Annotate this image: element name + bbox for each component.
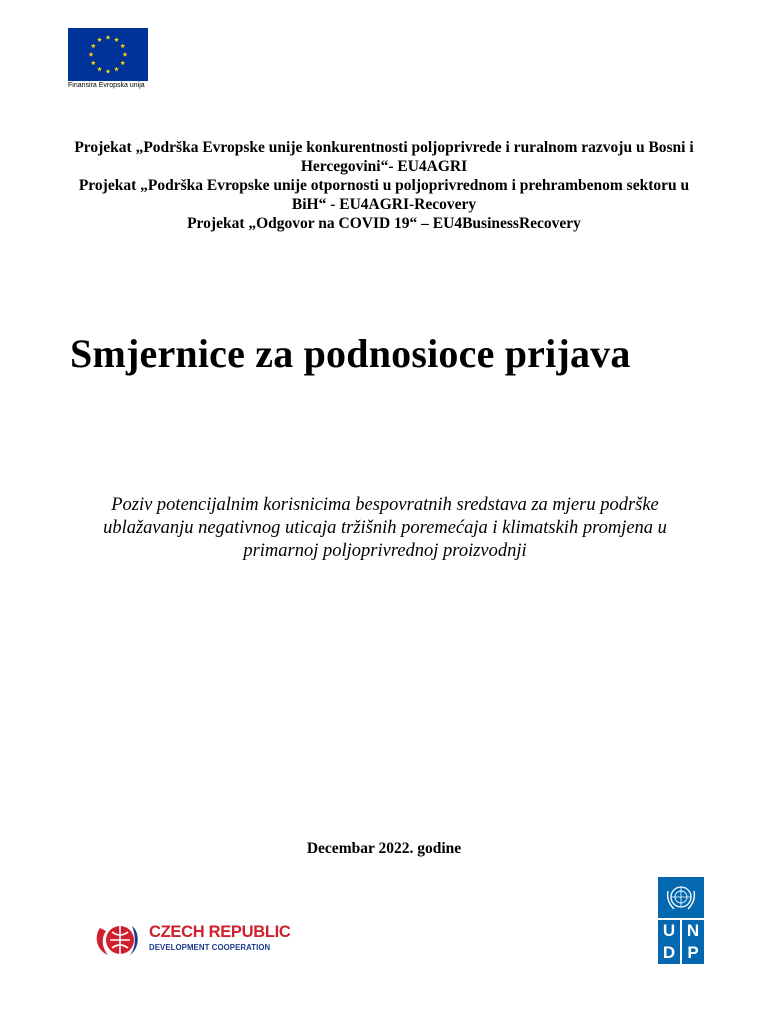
czech-logo-name: CZECH REPUBLIC [149, 923, 291, 941]
eu-star-icon [106, 35, 111, 40]
eu-funding-caption: Finansira Evropska unija [68, 82, 145, 89]
eu-star-icon [97, 67, 102, 72]
undp-logo [658, 877, 704, 964]
eu-stars-icon [68, 28, 148, 81]
czech-logo-subtitle: DEVELOPMENT COOPERATION [149, 943, 271, 952]
eu-star-icon [91, 60, 96, 65]
eu-star-icon [114, 67, 119, 72]
undp-letter-u: U [658, 920, 680, 942]
eu-star-icon [97, 37, 102, 42]
eu-star-icon [106, 69, 111, 74]
undp-letter-n: N [682, 920, 704, 942]
eu-flag-logo [68, 28, 148, 81]
project-line-1: Projekat „Podrška Evropske unije konkurentnosti poljoprivrede i ruralnom razvoju u Bosni i Hercegovini“- EU4AGRI [74, 139, 694, 175]
eu-star-icon [114, 37, 119, 42]
project-line-2: Projekat „Podrška Evropske unije otpornosti u poljoprivrednom i prehrambenom sektoru u BiH“ - EU4AGRI-Recovery [78, 177, 690, 213]
undp-letter-p: P [682, 942, 704, 964]
czech-globe-icon [92, 918, 146, 960]
document-date: Decembar 2022. godine [306, 840, 462, 857]
eu-star-icon [120, 60, 125, 65]
un-emblem-icon [658, 877, 704, 918]
project-header [70, 138, 698, 233]
eu-star-icon [91, 43, 96, 48]
eu-star-icon [120, 43, 125, 48]
undp-letter-d: D [658, 942, 680, 964]
project-line-3: Projekat „Odgovor na COVID 19“ – EU4BusinessRecovery [187, 215, 581, 232]
document-title: Smjernice za podnosioce prijava [70, 331, 631, 376]
eu-star-icon [89, 52, 94, 57]
document-subtitle: Poziv potencijalnim korisnicima bespovratnih sredstava za mjeru podrške ublažavanju negativnog uticaja tržišnih poremećaja i klimatskih promjena u primarnoj poljoprivrednoj proizvodnji [103, 495, 667, 561]
eu-star-icon [123, 52, 128, 57]
